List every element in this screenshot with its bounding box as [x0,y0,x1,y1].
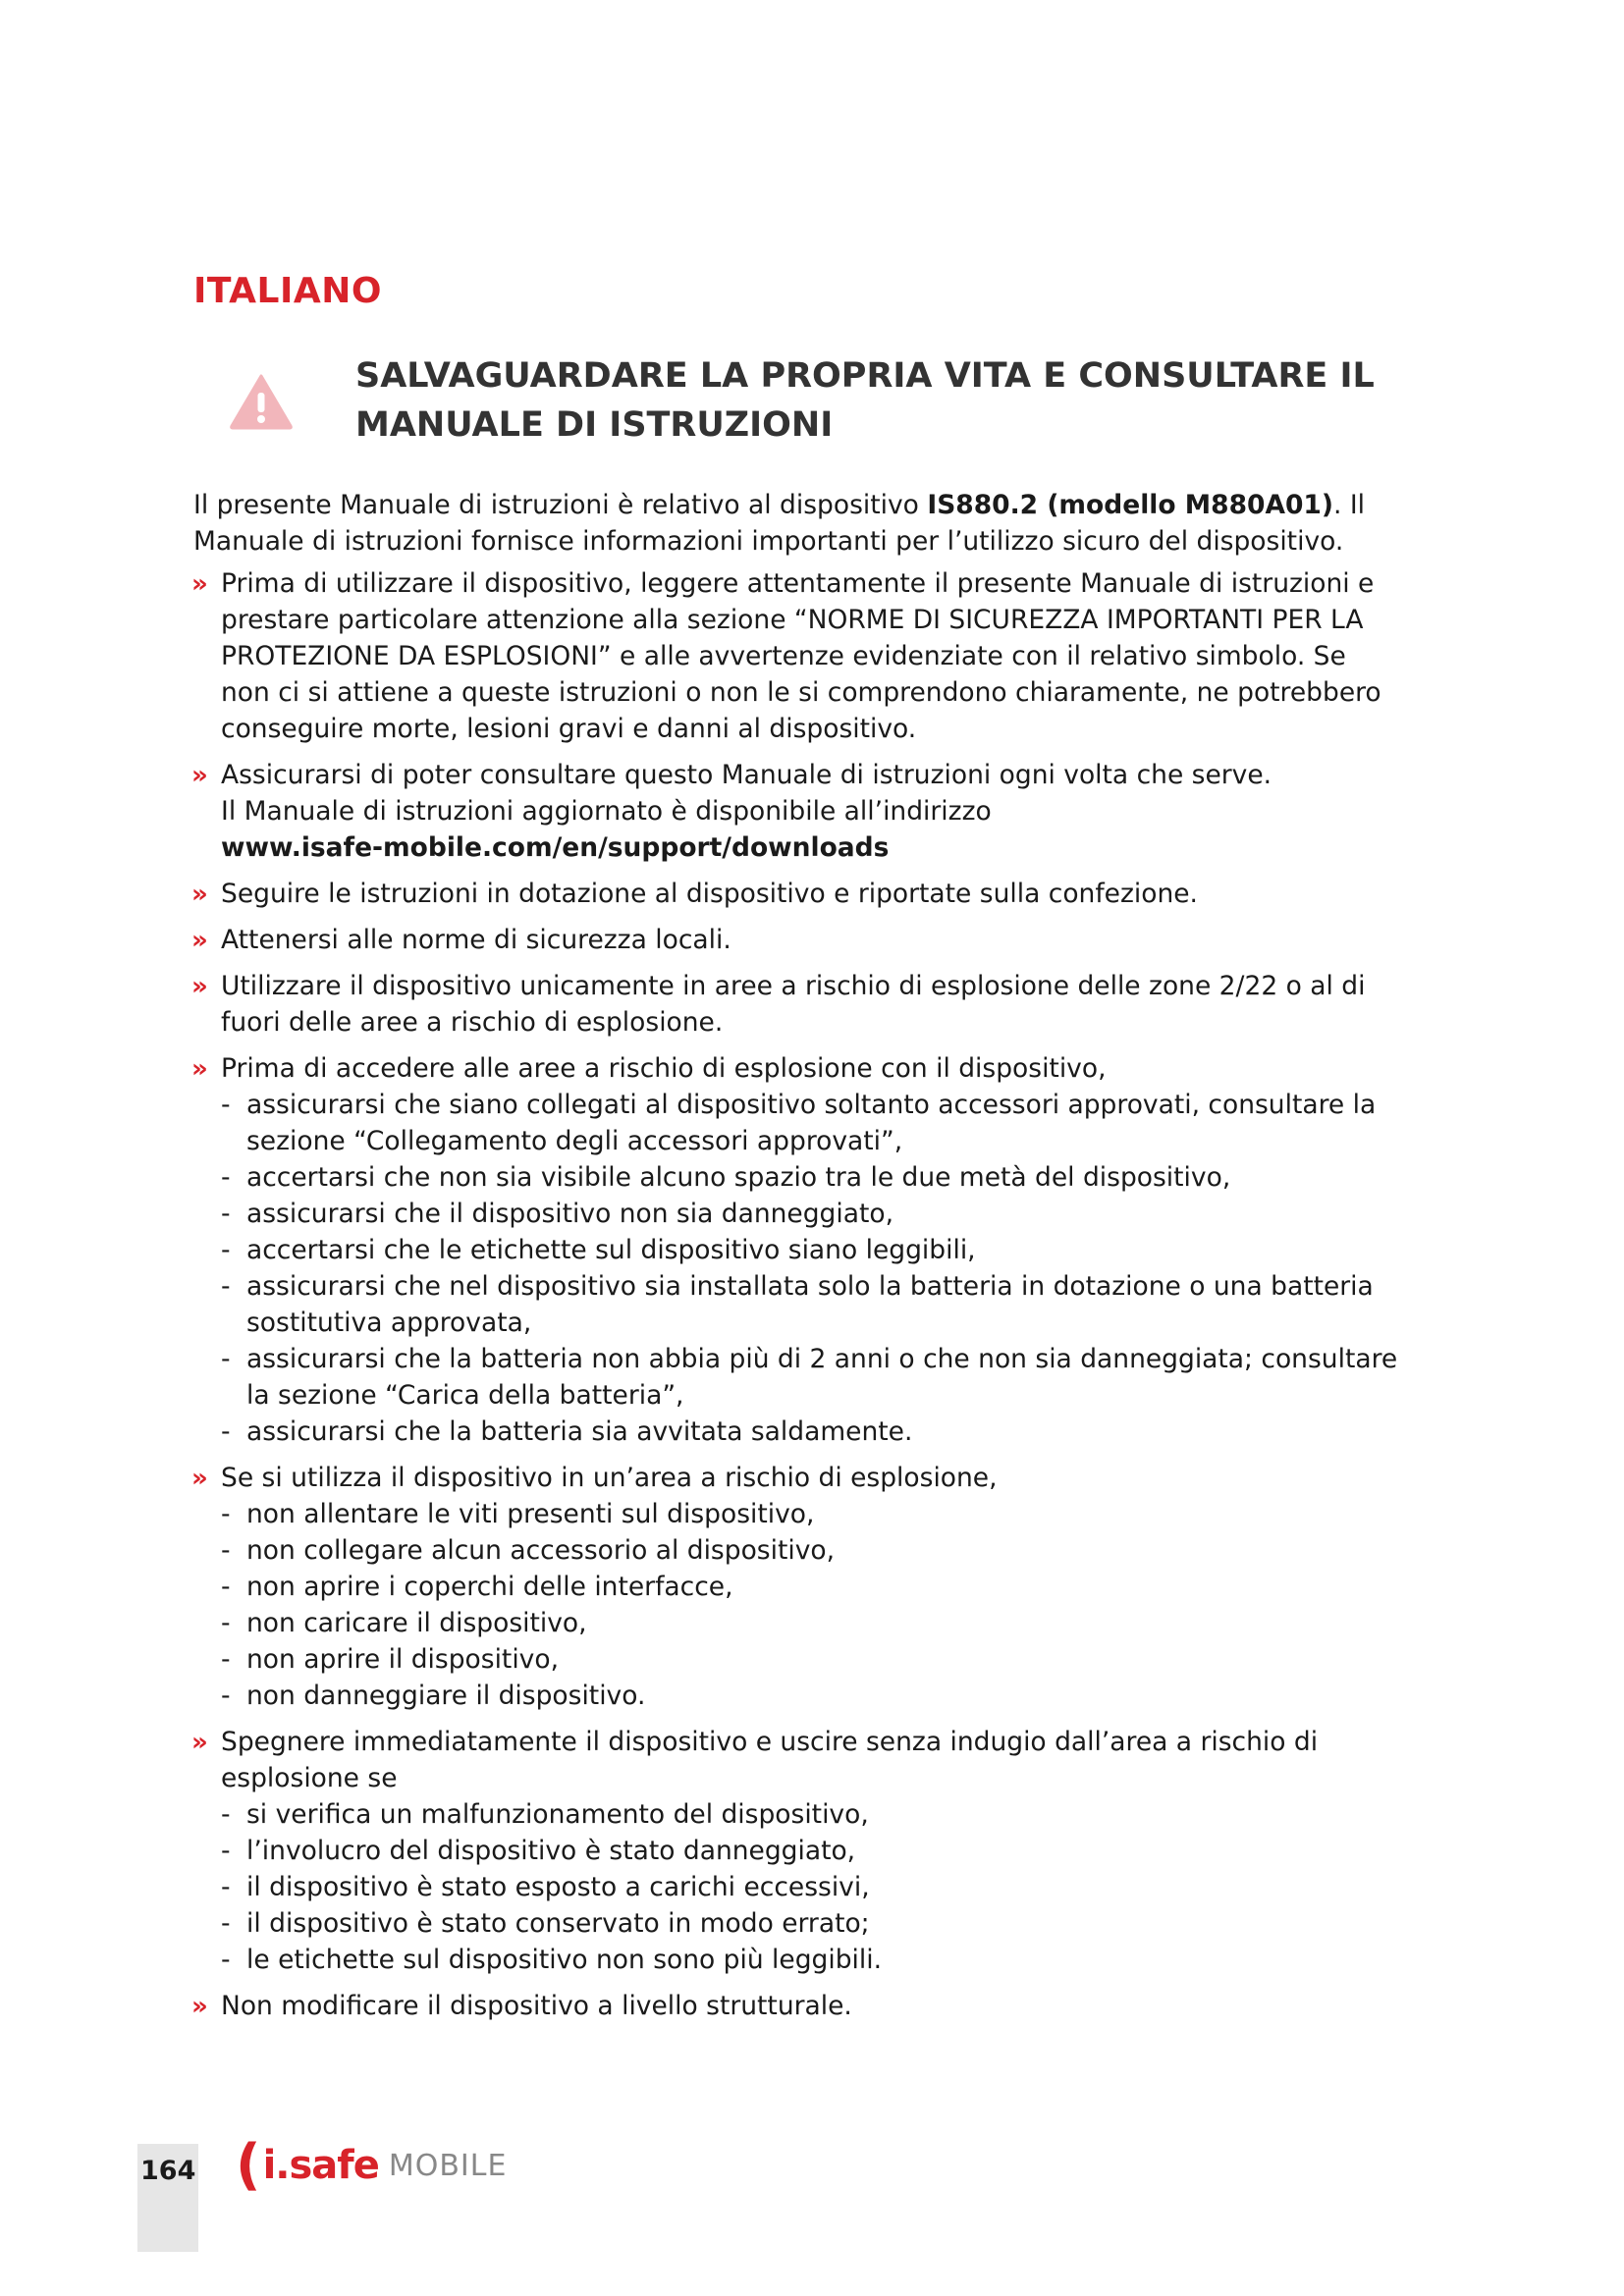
bullet-item: » Seguire le istruzioni in dotazione al dispositivo e riportate sulla confezione. [193,876,1401,912]
sub-item: - non collegare alcun accessorio al dispositivo, [221,1535,836,1566]
sub-item: - assicurarsi che la batteria non abbia più di 2 anni o che non sia danneggiata; consultare la sezione “Carica della batteria”, [221,1344,1398,1411]
sub-item: - accertarsi che non sia visibile alcuno spazio tra le due metà del dispositivo, [221,1162,1231,1193]
bullet-chevron-icon: » [191,880,204,909]
logo-main-text: i.safe [262,2143,379,2188]
bullet-chevron-icon: » [191,926,204,955]
device-model: IS880.2 (modello M880A01) [927,490,1333,520]
downloads-link[interactable]: www.isafe-mobile.com/en/support/downloads [221,832,890,863]
sub-item: - assicurarsi che il dispositivo non sia danneggiato, [221,1199,893,1229]
intro-paragraph: Il presente Manuale di istruzioni è relativo al dispositivo IS880.2 (modello M880A01). Il Manuale di istruzioni fornisce informazioni importanti per l’utilizzo sicuro del dispositivo. [193,490,1366,557]
sub-item: - assicurarsi che la batteria sia avvitata saldamente. [221,1416,913,1447]
bullet-chevron-icon: » [191,569,204,599]
section-language-label: ITALIANO [193,271,382,311]
page-heading [355,351,1435,450]
bullet-chevron-icon: » [191,761,204,790]
isafe-mobile-logo [236,2133,508,2197]
bullet-item: » Prima di accedere alle aree a rischio di esplosione con il dispositivo, - assicurarsi che siano collegati al dispositivo soltanto accessori approvati, consultare la sezione “Collegamento degli accessori approvati”, - accertarsi che non sia visibile alcuno spazio tra le due metà del dispositivo, - assicurarsi che il dispositivo non sia danneggiato, - accertarsi che le etichette sul dispositivo siano leggibili, - assicurarsi che nel dispositivo sia installata solo la batteria in dotazione o una batteria sostitutiva approvata, - assicurarsi che la batteria non abbia più di 2 anni o che non sia danneggiata; consultare la sezione “Carica della batteria”, - assicurarsi che la batteria sia avvitata saldamente. [193,1050,1401,1450]
sub-item: - non danneggiare il dispositivo. [221,1681,646,1711]
logo-bracket-icon: ( [236,2133,261,2197]
sub-item: - si verifica un malfunzionamento del dispositivo, [221,1799,869,1830]
sub-item: - accertarsi che le etichette sul dispositivo siano leggibili, [221,1235,976,1265]
bullet-chevron-icon: » [191,1728,204,1757]
bullet-item: » Assicurarsi di poter consultare questo Manuale di istruzioni ogni volta che serve. Il Manuale di istruzioni aggiornato è disponibile all’indirizzo www.isafe-mobile.com/en/support/downloads [193,757,1401,866]
bullet-item: » Attenersi alle norme di sicurezza locali. [193,922,1401,958]
warning-icon [229,373,294,430]
heading-line-2: MANUALE DI ISTRUZIONI [355,405,834,445]
bullet-chevron-icon: » [191,1054,204,1084]
bullet-item: » Se si utilizza il dispositivo in un’area a rischio di esplosione, - non allentare le viti presenti sul dispositivo, - non collegare alcun accessorio al dispositivo, - non aprire i coperchi delle interfacce, - non caricare il dispositivo, - non aprire il dispositivo, - non danneggiare il dispositivo. [193,1460,1401,1714]
bullet-item: » Prima di utilizzare il dispositivo, leggere attentamente il presente Manuale di istruzioni e prestare particolare attenzione alla sezione “NORME DI SICUREZZA IMPORTANTI PER LA PROTEZIONE DA ESPLOSIONI” e alle avvertenze evidenziate con il relativo simbolo. Se non ci si attiene a queste istruzioni o non le si comprendono chiaramente, ne potrebbero conseguire morte, lesioni gravi e danni al dispositivo. [191,568,1381,744]
sub-item: - non allentare le viti presenti sul dispositivo, [221,1499,815,1529]
sub-item: - assicurarsi che siano collegati al dispositivo soltanto accessori approvati, consultare la sezione “Collegamento degli accessori approvati”, [221,1090,1377,1156]
sub-item: - non aprire i coperchi delle interfacce, [221,1572,733,1602]
bullet-chevron-icon: » [191,972,204,1001]
bullet-chevron-icon: » [191,1992,204,2021]
sub-item: - le etichette sul dispositivo non sono più leggibili. [221,1945,883,1975]
sub-item: - non caricare il dispositivo, [221,1608,587,1638]
sub-item: - l’involucro del dispositivo è stato danneggiato, [221,1836,856,1866]
sub-item: - il dispositivo è stato esposto a carichi eccessivi, [221,1872,870,1902]
instructions-body [193,487,1401,2034]
bullet-item: » Utilizzare il dispositivo unicamente in aree a rischio di esplosione delle zone 2/22 o al di fuori delle aree a rischio di esplosione. [191,971,1366,1038]
heading-line-1: SALVAGUARDARE LA PROPRIA VITA E CONSULTARE IL [355,356,1375,396]
logo-sub-text: MOBILE [388,2148,508,2183]
bullet-item: » Spegnere immediatamente il dispositivo e uscire senza indugio dall’area a rischio di esplosione se - si verifica un malfunzionamento del dispositivo, - l’involucro del dispositivo è stato danneggiato, - il dispositivo è stato esposto a carichi eccessivi, - il dispositivo è stato conservato in modo errato; - le etichette sul dispositivo non sono più leggibili. [193,1724,1401,1978]
sub-item: - il dispositivo è stato conservato in modo errato; [221,1908,870,1939]
bullet-item: » Non modificare il dispositivo a livello strutturale. [193,1988,1401,2024]
sub-item: - non aprire il dispositivo, [221,1644,559,1675]
page-number: 164 [140,2156,196,2186]
bullet-chevron-icon: » [191,1464,204,1493]
sub-item: - assicurarsi che nel dispositivo sia installata solo la batteria in dotazione o una batteria sostitutiva approvata, [221,1271,1374,1338]
